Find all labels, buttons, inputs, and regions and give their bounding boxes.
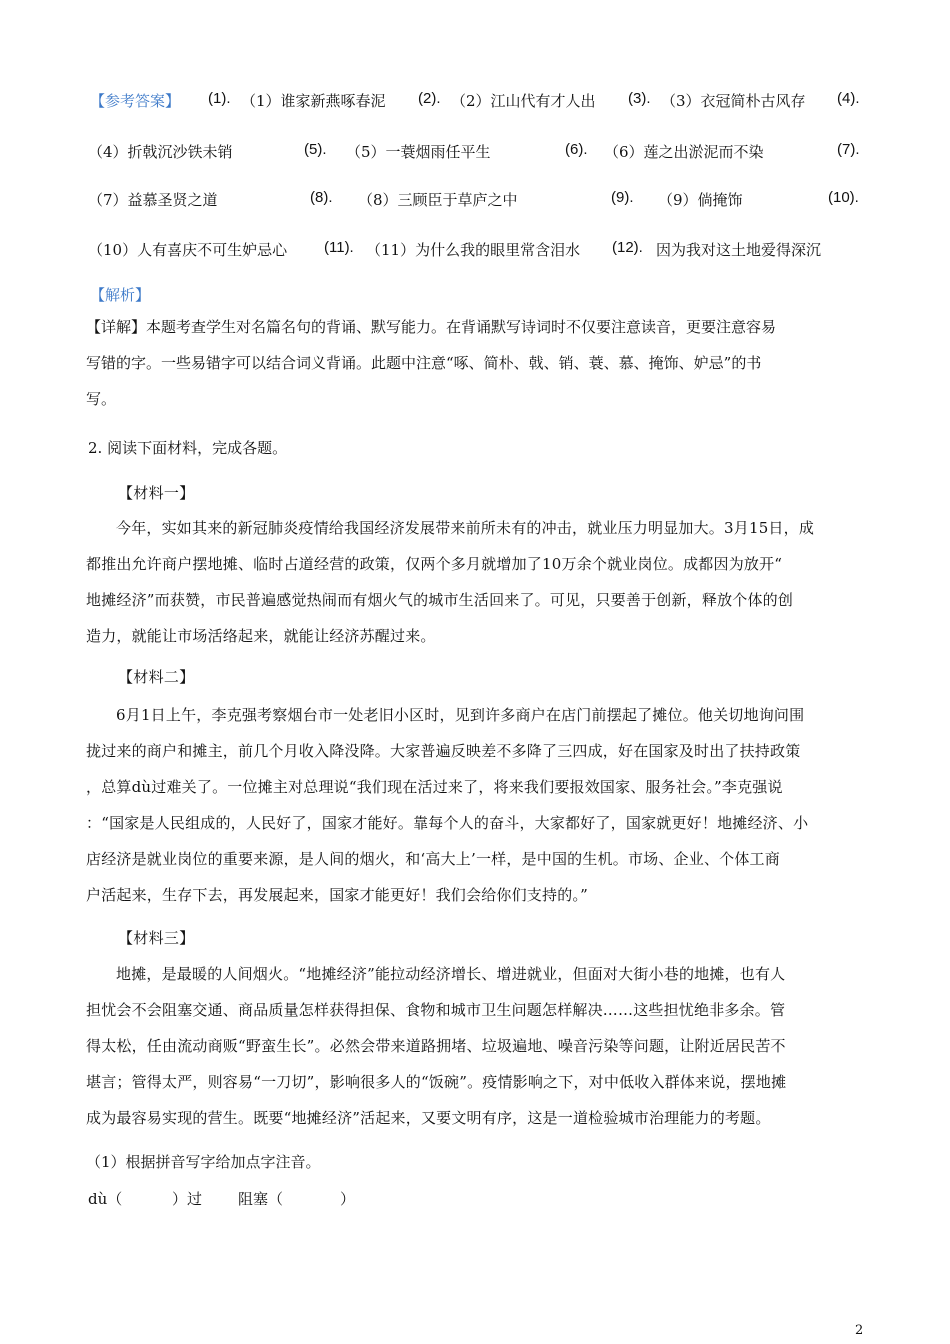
material-line: 店经济是就业岗位的重要来源，是人间的烟火，和‘高大上’一样，是中国的生机。市场、企业、个体工商	[86, 850, 780, 868]
material-body	[86, 956, 866, 1136]
sub-question: （1）根据拼音写字给加点字注音。	[86, 1153, 321, 1171]
answer-num: (6).	[565, 141, 588, 158]
answer-num: (7).	[837, 141, 860, 158]
answer-num: (10).	[828, 189, 859, 206]
answer-num: (12).	[612, 239, 643, 256]
answer-num: (5).	[304, 141, 327, 158]
material-line: 拢过来的商户和摊主，前几个月收入降没降。大家普遍反映差不多降了三四成，好在国家及时出了扶持政策	[86, 742, 801, 760]
analysis-line: 【详解】本题考查学生对名篇名句的背诵、默写能力。在背诵默写诗词时不仅要注意读音，更要注意容易	[86, 318, 777, 336]
material-body	[86, 510, 866, 654]
blank-suffix: ）	[340, 1190, 356, 1208]
material-line: 成为最容易实现的营生。既要“地摊经济”活起来，又要文明有序，这是一道检验城市治理能力的考题。	[86, 1109, 771, 1127]
material-line: 今年，实如其来的新冠肺炎疫情给我国经济发展带来前所未有的冲击，就业压力明显加大。3月15日，成	[116, 519, 815, 537]
answer-text: （5）一蓑烟雨任平生	[346, 143, 491, 161]
answer-num: (4).	[837, 90, 860, 107]
answer-text: 因为我对这土地爱得深沉	[656, 241, 822, 259]
answer-text: （9）倘掩饰	[658, 191, 743, 209]
answer-text: （6）莲之出淤泥而不染	[604, 143, 764, 161]
answer-text: （11）为什么我的眼里常含泪水	[366, 241, 581, 259]
material-heading: 【材料一】	[118, 484, 195, 502]
answer-text: （7）益慕圣贤之道	[88, 191, 218, 209]
answer-label: 【参考答案】	[90, 92, 181, 110]
answer-text: （8）三顾臣于草庐之中	[358, 191, 518, 209]
material-line: 户活起来，生存下去，再发展起来，国家才能更好！我们会给你们支持的。”	[86, 886, 588, 904]
analysis-text	[86, 314, 866, 413]
material-heading: 【材料三】	[118, 929, 195, 947]
answer-num: (2).	[418, 90, 441, 107]
blank-suffix: ）过	[172, 1190, 203, 1208]
material-line: 堪言；管得太严，则容易“一刀切”，影响很多人的“饭碗”。疫情影响之下，对中低收入群体来说，摆地摊	[86, 1073, 787, 1091]
answer-num: (1).	[208, 90, 231, 107]
analysis-line: 写。	[86, 390, 117, 408]
analysis-line: 写错的字。一些易错字可以结合词义背诵。此题中注意“啄、简朴、戟、销、蓑、慕、掩饰、妒忌”的书	[86, 354, 762, 372]
material-line: 地摊经济”而获赞，市民普遍感觉热闹而有烟火气的城市生活回来了。可见，只要善于创新，释放个体的创	[86, 591, 794, 609]
answer-text: （2）江山代有才人出	[451, 92, 596, 110]
answer-num: (9).	[611, 189, 634, 206]
material-body	[86, 697, 866, 913]
answer-text: （10）人有喜庆不可生妒忌心	[88, 241, 288, 259]
material-line: 6月1日上午，李克强考察烟台市一处老旧小区时，见到许多商户在店门前摆起了摊位。他关切地询问围	[116, 706, 805, 724]
answer-text: （3）衣冠简朴古风存	[661, 92, 806, 110]
answer-text: （4）折戟沉沙铁未销	[88, 143, 233, 161]
material-line: ，总算dù过难关了。一位摊主对总理说“我们现在活过来了，将来我们要报效国家、服务社会。”李克强说	[86, 778, 783, 796]
material-line: 造力，就能让市场活络起来，就能让经济苏醒过来。	[86, 627, 436, 645]
material-heading: 【材料二】	[118, 668, 195, 686]
analysis-label: 【解析】	[90, 286, 151, 304]
blank-prefix: 阻塞（	[238, 1190, 284, 1208]
blank-prefix: dù（	[88, 1190, 123, 1208]
answer-num: (11).	[324, 239, 354, 256]
answer-num: (3).	[628, 90, 651, 107]
material-line: ：“国家是人民组成的，人民好了，国家才能好。靠每个人的奋斗，大家都好了，国家就更好！地摊经济、小	[86, 814, 809, 832]
answer-text: （1）谁家新燕啄春泥	[241, 92, 386, 110]
question-title: 2. 阅读下面材料，完成各题。	[88, 439, 288, 457]
page-number: 2	[855, 1323, 864, 1338]
material-line: 都推出允许商户摆地摊、临时占道经营的政策，仅两个多月就增加了10万余个就业岗位。成都因为放开“	[86, 555, 783, 573]
material-line: 地摊，是最暖的人间烟火。“地摊经济”能拉动经济增长、增进就业，但面对大街小巷的地摊，也有人	[116, 965, 786, 983]
material-line: 得太松，任由流动商贩“野蛮生长”。必然会带来道路拥堵、垃圾遍地、噪音污染等问题，让附近居民苦不	[86, 1037, 786, 1055]
material-line: 担忧会不会阻塞交通、商品质量怎样获得担保、食物和城市卫生问题怎样解决……这些担忧绝非多余。管	[86, 1001, 786, 1019]
answer-num: (8).	[310, 189, 333, 206]
